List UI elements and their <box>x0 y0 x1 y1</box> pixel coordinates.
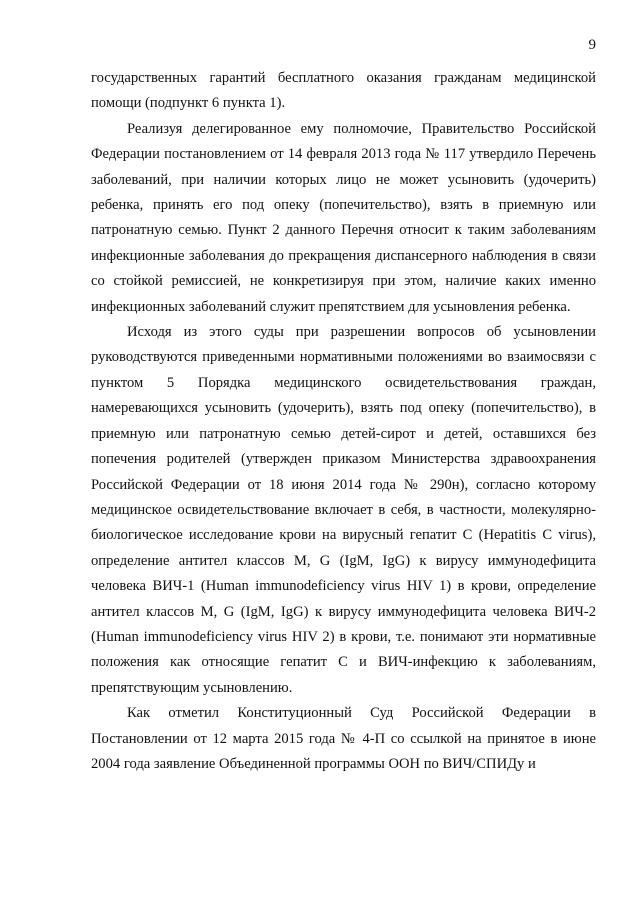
paragraph-2: Реализуя делегированное ему полномочие, Правительство Российской Федерации постановлением от 14 февраля 2013 года № 117 утвердило Перечень заболеваний, при наличии которых лицо не может усыновить (удочерить) ребенка, принять его под опеку (попечительство), взять в приемную или патронатную семью. Пункт 2 данного Перечня относит к таким заболеваниям инфекционные заболевания до прекращения диспансерного наблюдения в связи со стойкой ремиссией, не конкретизируя при этом, наличие каких именно инфекционных заболеваний служит препятствием для усыновления ребенка. <box>91 120 596 315</box>
document-body <box>91 66 596 777</box>
paragraph-1: государственных гарантий бесплатного оказания гражданам медицинской помощи (подпункт 6 пункта 1). <box>91 70 596 112</box>
paragraph-4: Как отметил Конституционный Суд Российской Федерации в Постановлении от 12 марта 2015 года № 4-П со ссылкой на принятое в июне 2004 года заявление Объединенной программы ООН по ВИЧ/СПИДу и <box>91 705 596 772</box>
page-number: 9 <box>588 37 596 53</box>
paragraph-3: Исходя из этого суды при разрешении вопросов об усыновлении руководствуются приведенными нормативными положениями во взаимосвязи с пунктом 5 Порядка медицинского освидетельствования граждан, намеревающихся усыновить (удочерить), взять под опеку (попечительство), в приемную или патронатную семью детей-сирот и детей, оставшихся без попечения родителей (утвержден приказом Министерства здравоохранения Российской Федерации от 18 июня 2014 года № 290н), согласно которому медицинское освидетельствование включает в себя, в частности, молекулярно-биологическое исследование крови на вирусный гепатит С (Hepatitis C virus), определение антител классов M, G (IgM, IgG) к вирусу иммунодефицита человека ВИЧ-1 (Human immunodeficiency virus HIV 1) в крови, определение антител классов M, G (IgM, IgG) к вирусу иммунодефицита человека ВИЧ-2 (Human immunodeficiency virus HIV 2) в крови, т.е. понимают эти нормативные положения как относящие гепатит С и ВИЧ-инфекцию к заболеваниям, препятствующим усыновлению. <box>91 324 596 696</box>
